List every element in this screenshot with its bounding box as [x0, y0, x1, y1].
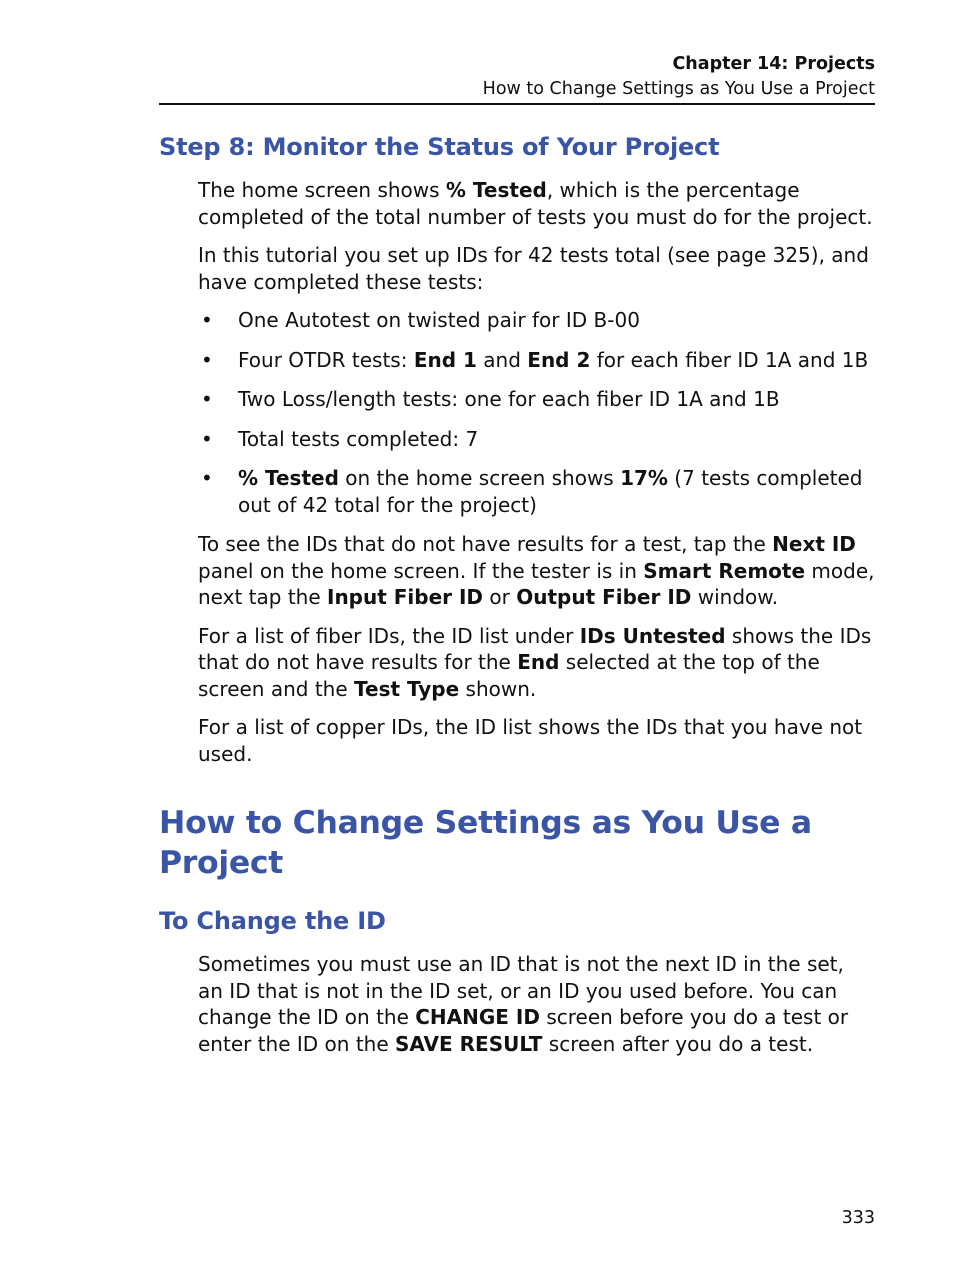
list-item: • One Autotest on twisted pair for ID B-00 [201, 308, 640, 332]
step8-body [198, 177, 875, 767]
step8-paragraph-4: For a list of fiber IDs, the ID list under IDs Untested shows the IDs that do not have results for the End selected at the top of the screen and the Test Type shown. [198, 623, 872, 701]
step8-paragraph-2: In this tutorial you set up IDs for 42 tests total (see page 325), and have completed these tests: [198, 243, 869, 294]
completed-tests-list [198, 307, 875, 518]
list-item: • % Tested on the home screen shows 17% (7 tests completed out of 42 total for the project) [201, 466, 863, 517]
step8-paragraph-5: For a list of copper IDs, the ID list shows the IDs that you have not used. [198, 715, 863, 766]
list-item: • Four OTDR tests: End 1 and End 2 for each fiber ID 1A and 1B [201, 347, 869, 372]
change-id-heading: To Change the ID [159, 907, 386, 935]
running-header [159, 52, 875, 102]
header-divider [159, 103, 875, 105]
change-id-paragraph: Sometimes you must use an ID that is not the next ID in the set, an ID that is not in the ID set, or an ID you used before. You can change the ID on the CHANGE ID screen before you do a test or enter the ID on the SAVE RESULT screen after you do a test. [198, 952, 849, 1056]
list-item: • Total tests completed: 7 [201, 426, 479, 451]
page-content [159, 131, 875, 1069]
page-number: 333 [841, 1208, 875, 1228]
section-title: How to Change Settings as You Use a Project [482, 79, 875, 99]
list-item: • Two Loss/length tests: one for each fiber ID 1A and 1B [201, 387, 780, 411]
step8-heading: Step 8: Monitor the Status of Your Project [159, 133, 720, 161]
main-heading: How to Change Settings as You Use a Project [159, 805, 812, 881]
change-id-body [198, 951, 875, 1057]
chapter-title: Chapter 14: Projects [672, 54, 875, 74]
step8-paragraph-1: The home screen shows % Tested, which is the percentage completed of the total number of tests you must do for the project. [198, 178, 873, 229]
step8-paragraph-3: To see the IDs that do not have results for a test, tap the Next ID panel on the home screen. If the tester is in Smart Remote mode, next tap the Input Fiber ID or Output Fiber ID window. [198, 532, 875, 609]
